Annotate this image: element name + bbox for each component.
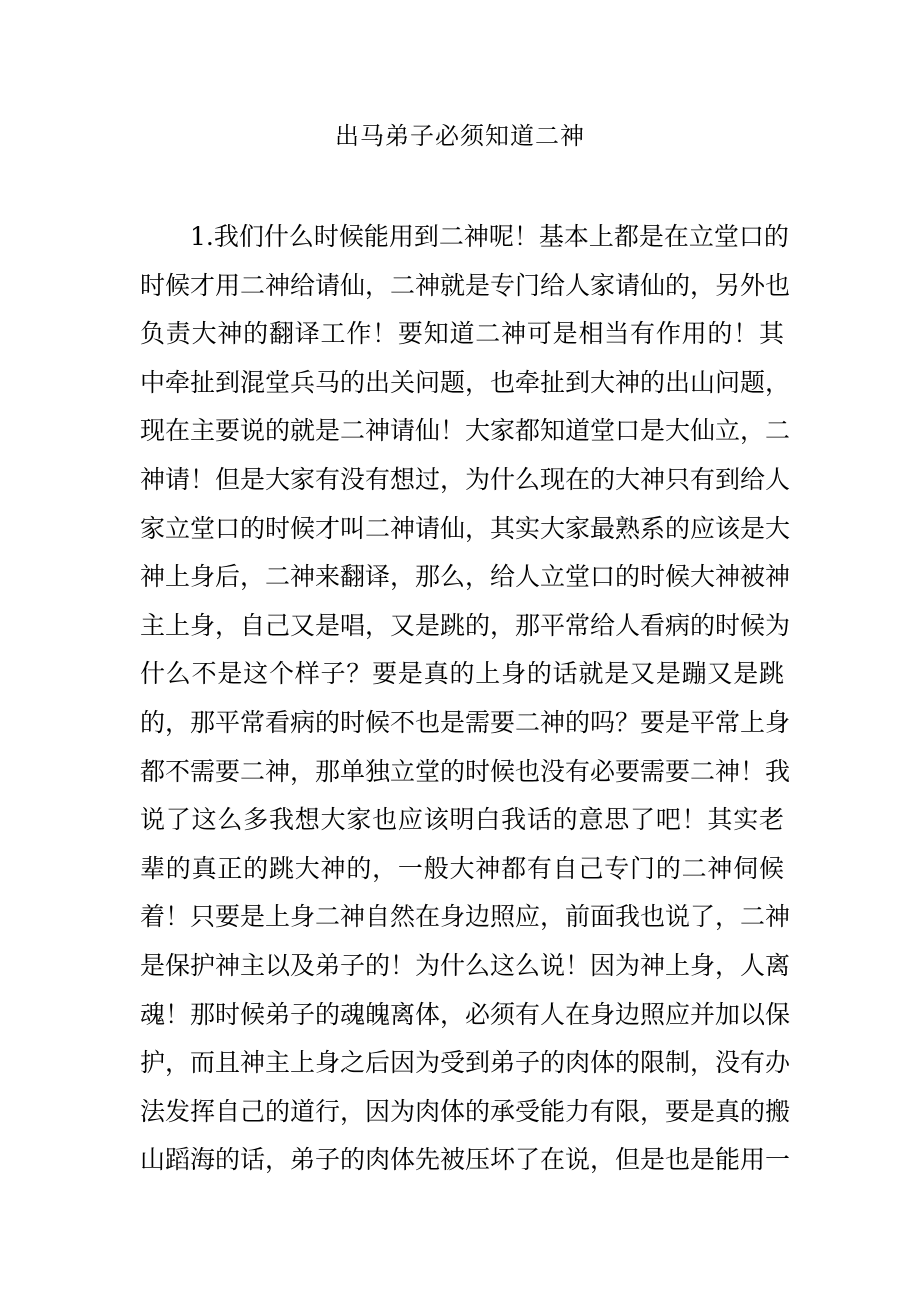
text-line: 都不需要二神，那单独立堂的时候也没有必要需要二神！我 [140,756,791,786]
text-line: 1.我们什么时候能用到二神呢！基本上都是在立堂口的 [190,222,789,251]
document-title: 出马弟子必须知道二神 [335,122,585,150]
text-line: 时候才用二神给请仙，二神就是专门给人家请仙的，另外也 [140,270,791,300]
text-line: 现在主要说的就是二神请仙！大家都知道堂口是大仙立，二 [140,416,791,446]
text-line: 说了这么多我想大家也应该明白我话的意思了吧！其实老 [140,805,784,835]
text-line: 神上身后，二神来翻译，那么，给人立堂口的时候大神被神 [140,562,791,592]
text-line: 的，那平常看病的时候不也是需要二神的吗？要是平常上身 [140,707,791,737]
text-line: 山蹈海的话，弟子的肉体先被压坏了在说，但是也是能用一 [140,1145,791,1175]
text-line: 是保护神主以及弟子的！为什么这么说！因为神上身，人离 [140,950,791,980]
text-line: 主上身，自己又是唱，又是跳的，那平常给人看病的时候为 [140,610,791,640]
text-line: 负责大神的翻译工作！要知道二神可是相当有作用的！其 [140,319,784,349]
text-line: 法发挥自己的道行，因为肉体的承受能力有限，要是真的搬 [140,1096,791,1126]
text-line: 什么不是这个样子？要是真的上身的话就是又是蹦又是跳 [140,659,784,689]
document-body [140,213,791,1185]
text-line: 中牵扯到混堂兵马的出关问题，也牵扯到大神的出山问题， [140,367,791,397]
text-line: 护，而且神主上身之后因为受到弟子的肉体的限制，没有办 [140,1048,791,1078]
text-line: 着！只要是上身二神自然在身边照应，前面我也说了，二神 [140,902,791,932]
text-line: 辈的真正的跳大神的，一般大神都有自己专门的二神伺候 [140,853,784,883]
text-line: 家立堂口的时候才叫二神请仙，其实大家最熟系的应该是大 [140,513,791,543]
text-line: 魂！那时候弟子的魂魄离体，必须有人在身边照应并加以保 [140,999,791,1029]
text-line: 神请！但是大家有没有想过，为什么现在的大神只有到给人 [140,464,791,494]
